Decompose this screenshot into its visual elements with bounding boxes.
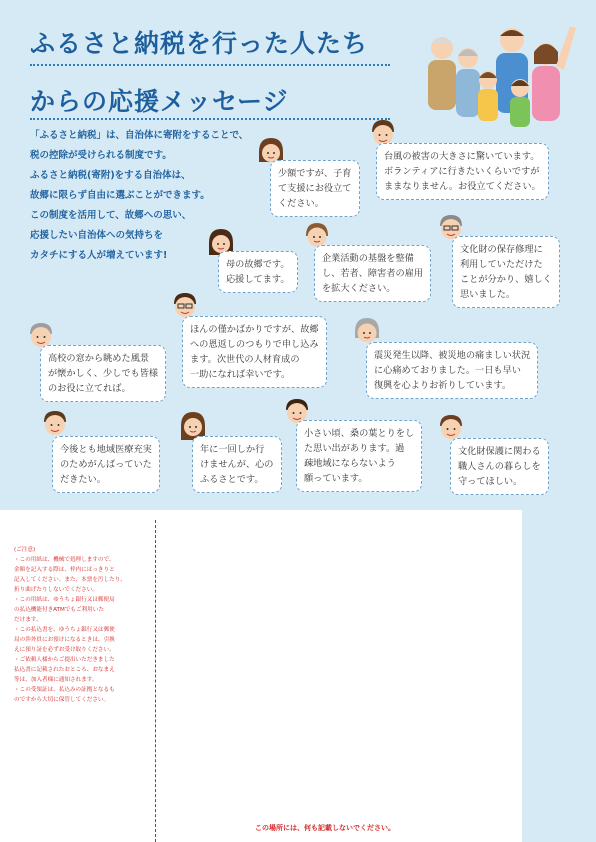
message-line: ふるさとです。 xyxy=(200,474,264,485)
message-line: ボランティアに行きたいくらいですが xyxy=(384,166,540,177)
message-line: 文化財保護に関わる xyxy=(458,446,541,457)
message-bubble xyxy=(450,438,549,495)
message-line: 年に一回しか行 xyxy=(200,444,265,455)
page-title-line-2: からの応援メッセージ xyxy=(30,87,289,116)
message-line: 今後とも地域医療充実 xyxy=(60,444,152,455)
payment-slip-margin xyxy=(522,510,596,842)
notice-line: 金額を記入する際は、枠内にはっきりと xyxy=(14,567,115,573)
message-bubble xyxy=(376,143,549,200)
message-bubble xyxy=(218,251,298,293)
notice-line: 折り曲げたりしないでください。 xyxy=(14,587,98,593)
intro-line: この制度を活用して、故郷への思い、 xyxy=(30,210,192,221)
notice-line: ・この用紙は、ゆうちょ銀行又は郵便局 xyxy=(14,597,115,603)
message-line: への恩返しのつもりで申し込み xyxy=(190,339,319,350)
message-bubble xyxy=(314,245,431,302)
message-line: 一助になれば幸いです。 xyxy=(190,369,291,380)
message-line: のお役に立てれば。 xyxy=(48,383,131,394)
intro-line: 税の控除が受けられる制度です。 xyxy=(30,150,172,161)
notice-line: だけます。 xyxy=(14,617,42,623)
message-line: に心痛めておりました。一日も早い xyxy=(374,365,521,376)
notice-line: ・この受領証は、払込みの証拠となるも xyxy=(14,687,115,693)
intro-line: カタチにする人が増えています! xyxy=(30,250,168,261)
message-line: のためがんばっていた xyxy=(60,459,152,470)
message-line: ほんの僅かばかりですが、故郷 xyxy=(190,324,319,335)
message-line: 高校の窓から眺めた風景 xyxy=(48,353,150,364)
notice-line: えに預り証を必ずお受け取りください。 xyxy=(14,647,115,653)
notice-line: のですから大切に保管してください。 xyxy=(14,697,110,703)
notice-line: ・この払込書を、ゆうちょ銀行又は郵便 xyxy=(14,627,115,633)
message-line: た思い出があります。過 xyxy=(304,443,405,454)
message-line: ままなりません。お役立てください。 xyxy=(384,181,541,192)
notice-line: 等は、加入者様に通知されます。 xyxy=(14,677,98,683)
message-line: 応援してます。 xyxy=(226,274,290,285)
family-illustration-icon xyxy=(420,18,580,133)
message-line: 母の故郷です。 xyxy=(226,259,290,270)
message-line: を拡大ください。 xyxy=(322,283,396,294)
message-bubble xyxy=(52,436,160,493)
message-bubble xyxy=(182,316,327,388)
notice-line: (ご注意) xyxy=(14,547,36,553)
intro-line: ふるさと納税(寄附)をする自治体は、 xyxy=(30,170,191,181)
message-line: ください。 xyxy=(278,198,324,209)
message-line: 利用していただけた xyxy=(460,259,543,270)
notice-line: 払込書に記載されたおところ、おなまえ xyxy=(14,667,115,673)
message-line: て支援にお役立て xyxy=(278,183,352,194)
message-line: が懐かしく、少しでも皆様 xyxy=(48,368,159,379)
message-line: 台風の被害の大きさに驚いています。 xyxy=(384,151,540,162)
message-bubble xyxy=(270,160,360,217)
footer-note: この場所には、何も記載しないでください。 xyxy=(255,824,395,832)
message-bubble xyxy=(192,436,282,493)
title-divider xyxy=(30,64,390,66)
message-line: し、若者、障害者の雇用 xyxy=(322,268,424,279)
message-line: ことが分かり、嬉しく xyxy=(460,274,552,285)
intro-line: 「ふるさと納税」は、自治体に寄附をすることで、 xyxy=(30,130,249,141)
message-line: 思いました。 xyxy=(460,289,516,300)
message-bubble xyxy=(452,236,560,308)
message-line: だきたい。 xyxy=(60,474,106,485)
message-line: 願っています。 xyxy=(304,473,368,484)
message-line: 震災発生以降、被災地の痛ましい状況 xyxy=(374,350,531,361)
message-line: 職人さんの暮らしを xyxy=(458,461,541,472)
title-divider xyxy=(30,118,390,120)
message-line: 少額ですが、子育 xyxy=(278,168,352,179)
message-line: 復興を心よりお祈りしています。 xyxy=(374,380,512,391)
message-bubble xyxy=(296,420,422,492)
message-line: 小さい頃、桑の葉とりをし xyxy=(304,428,415,439)
notice-line: 記入してください。また、本票を汚したり、 xyxy=(14,577,126,583)
message-line: 文化財の保存修理に xyxy=(460,244,543,255)
intro-line: 応援したい自治体への気持ちを xyxy=(30,230,164,241)
notice-text xyxy=(14,545,154,705)
message-line: 企業活動の基盤を整備 xyxy=(322,253,414,264)
message-line: ます。次世代の人材育成の xyxy=(190,354,300,365)
message-line: 疎地域にならないよう xyxy=(304,458,396,469)
page-title-line-1: ふるさと納税を行った人たち xyxy=(30,29,369,58)
notice-line: 局の渉外員にお預けになるときは、引換 xyxy=(14,637,115,643)
intro-line: 故郷に限らず自由に選ぶことができます。 xyxy=(30,190,210,201)
message-line: 守ってほしい。 xyxy=(458,476,523,487)
notice-line: ・この用紙は、機械で処理しますので、 xyxy=(14,557,115,563)
message-bubble xyxy=(366,342,538,399)
message-line: けませんが、心の xyxy=(200,459,274,470)
message-bubble xyxy=(40,345,166,402)
notice-line: の払込機能付きATMでもご利用いた xyxy=(14,607,104,613)
notice-line: ・ご依頼人様からご提出いただきました xyxy=(14,657,115,663)
perforation-line xyxy=(155,520,156,842)
